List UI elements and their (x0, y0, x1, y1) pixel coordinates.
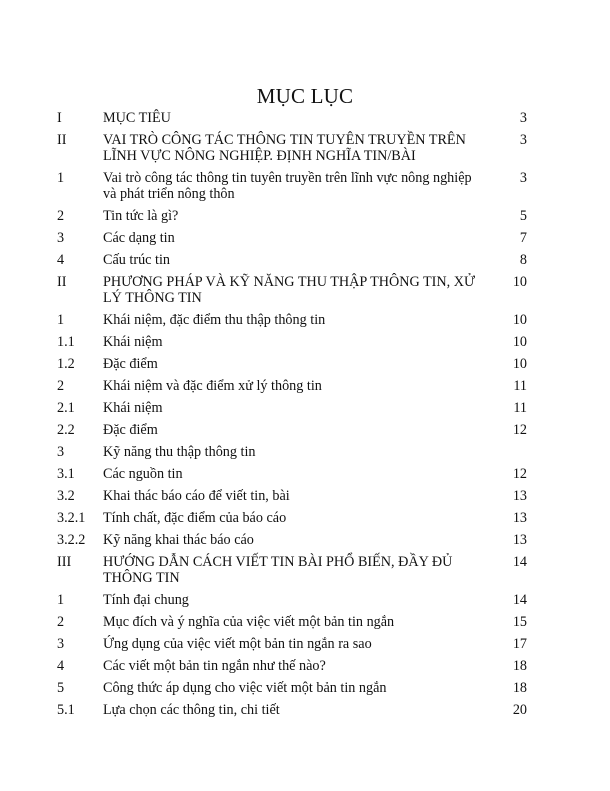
toc-entry[interactable] (57, 554, 527, 586)
toc-entry[interactable] (57, 636, 527, 652)
entry-number: 2 (57, 614, 65, 630)
toc-entry[interactable] (57, 356, 527, 372)
entry-number: III (57, 554, 72, 570)
entry-title: Khái niệm (103, 334, 163, 350)
entry-number: 4 (57, 658, 65, 674)
entry-page-number: 11 (513, 400, 527, 416)
entry-title: Cấu trúc tin (103, 252, 170, 268)
toc-entry[interactable] (57, 400, 527, 416)
entry-number: 1.2 (57, 356, 75, 372)
entry-number: 3.2.1 (57, 510, 86, 526)
entry-number: 2 (57, 378, 65, 394)
entry-title: HƯỚNG DẪN CÁCH VIẾT TIN BÀI PHỔ BIẾN, ĐẦY ĐỦ THÔNG TIN (103, 554, 453, 586)
toc-entry[interactable] (57, 170, 527, 202)
entry-title: Kỹ năng khai thác báo cáo (103, 532, 254, 548)
entry-page-number: 3 (519, 170, 527, 186)
toc-entry[interactable] (57, 378, 527, 394)
entry-title: VAI TRÒ CÔNG TÁC THÔNG TIN TUYÊN TRUYỀN TRÊN LĨNH VỰC NÔNG NGHIỆP. ĐỊNH NGHĨA TIN/BÀI (103, 132, 466, 164)
entry-page-number: 20 (512, 702, 527, 718)
entry-page-number: 3 (519, 110, 527, 126)
entry-page-number: 13 (512, 488, 527, 504)
toc-entry[interactable] (57, 252, 527, 268)
entry-title: Khái niệm, đặc điểm thu thập thông tin (103, 312, 326, 328)
toc-entry[interactable] (57, 230, 527, 246)
entry-number: 3 (57, 230, 65, 246)
toc-title: MỤC LỤC (256, 84, 354, 108)
entry-title: Khai thác báo cáo để viết tin, bài (103, 488, 290, 504)
entry-page-number: 13 (512, 510, 527, 526)
entry-title: Lựa chọn các thông tin, chi tiết (103, 702, 280, 718)
toc-entry[interactable] (57, 592, 527, 608)
toc-entry[interactable] (57, 334, 527, 350)
entry-title: Ứng dụng của việc viết một bản tin ngắn ra sao (103, 636, 372, 652)
entry-number: II (57, 274, 67, 290)
toc-entry[interactable] (57, 488, 527, 504)
entry-title: Các viết một bản tin ngắn như thế nào? (103, 658, 326, 674)
toc-entry[interactable] (57, 312, 527, 328)
entry-title: Tính chất, đặc điểm của báo cáo (103, 510, 287, 526)
entry-page-number: 13 (512, 532, 527, 548)
entry-number: 5 (57, 680, 65, 696)
entry-page-number: 8 (519, 252, 527, 268)
entry-page-number: 10 (512, 356, 527, 372)
toc-entry[interactable] (57, 532, 527, 548)
toc-entry[interactable] (57, 274, 527, 306)
entry-page-number: 12 (512, 466, 527, 482)
entry-number: 2 (57, 208, 65, 224)
entry-title: Khái niệm và đặc điểm xử lý thông tin (103, 378, 322, 394)
entry-title: MỤC TIÊU (103, 110, 171, 126)
entry-page-number: 18 (512, 680, 527, 696)
entry-page-number: 7 (519, 230, 527, 246)
entry-number: 3.1 (57, 466, 75, 482)
toc-entry[interactable] (57, 466, 527, 482)
entry-title: Khái niệm (103, 400, 163, 416)
toc-entry[interactable] (57, 658, 527, 674)
entry-number: 3.2.2 (57, 532, 86, 548)
entry-page-number: 10 (512, 334, 527, 350)
entry-number: 2.2 (57, 422, 75, 438)
entry-number: I (57, 110, 62, 126)
entry-page-number: 5 (519, 208, 527, 224)
entry-number: 3 (57, 636, 65, 652)
toc-entry[interactable] (57, 614, 527, 630)
entry-page-number: 12 (512, 422, 527, 438)
entry-title: Đặc điểm (103, 356, 158, 372)
toc-entry[interactable] (57, 510, 527, 526)
toc-entry[interactable] (57, 132, 527, 164)
entry-number: 3.2 (57, 488, 75, 504)
entry-title: Tính đại chung (103, 592, 189, 608)
entry-number: 1.1 (57, 334, 75, 350)
table-of-contents (57, 110, 527, 718)
toc-entry[interactable] (57, 422, 527, 438)
entry-title: Đặc điểm (103, 422, 158, 438)
entry-title: Công thức áp dụng cho việc viết một bản tin ngắn (103, 680, 387, 696)
entry-number: 1 (57, 592, 65, 608)
entry-number: 3 (57, 444, 65, 460)
entry-number: 5.1 (57, 702, 75, 718)
entry-title: Kỹ năng thu thập thông tin (103, 444, 256, 460)
entry-title: PHƯƠNG PHÁP VÀ KỸ NĂNG THU THẬP THÔNG TIN, XỬ LÝ THÔNG TIN (103, 274, 475, 306)
entry-page-number: 15 (512, 614, 527, 630)
entry-number: 2.1 (57, 400, 75, 416)
toc-entry[interactable] (57, 208, 527, 224)
entry-number: 1 (57, 312, 65, 328)
entry-page-number: 14 (512, 554, 527, 570)
toc-entry[interactable] (57, 702, 527, 718)
entry-title: Các dạng tin (103, 230, 175, 246)
entry-title: Tin tức là gì? (103, 208, 179, 224)
entry-title: Vai trò công tác thông tin tuyên truyền trên lĩnh vực nông nghiệp và phát triển nông thôn (103, 170, 472, 202)
entry-number: 1 (57, 170, 65, 186)
entry-page-number: 18 (512, 658, 527, 674)
entry-title: Các nguồn tin (103, 466, 183, 482)
entry-title: Mục đích và ý nghĩa của việc viết một bản tin ngắn (103, 614, 395, 630)
toc-entry[interactable] (57, 680, 527, 696)
entry-page-number: 11 (513, 378, 527, 394)
toc-entry[interactable] (57, 444, 527, 460)
entry-number: 4 (57, 252, 65, 268)
entry-page-number: 10 (512, 274, 527, 290)
toc-entry[interactable] (57, 110, 527, 126)
entry-page-number: 14 (512, 592, 527, 608)
entry-page-number: 10 (512, 312, 527, 328)
entry-number: II (57, 132, 67, 148)
entry-page-number: 17 (512, 636, 527, 652)
entry-page-number: 3 (519, 132, 527, 148)
